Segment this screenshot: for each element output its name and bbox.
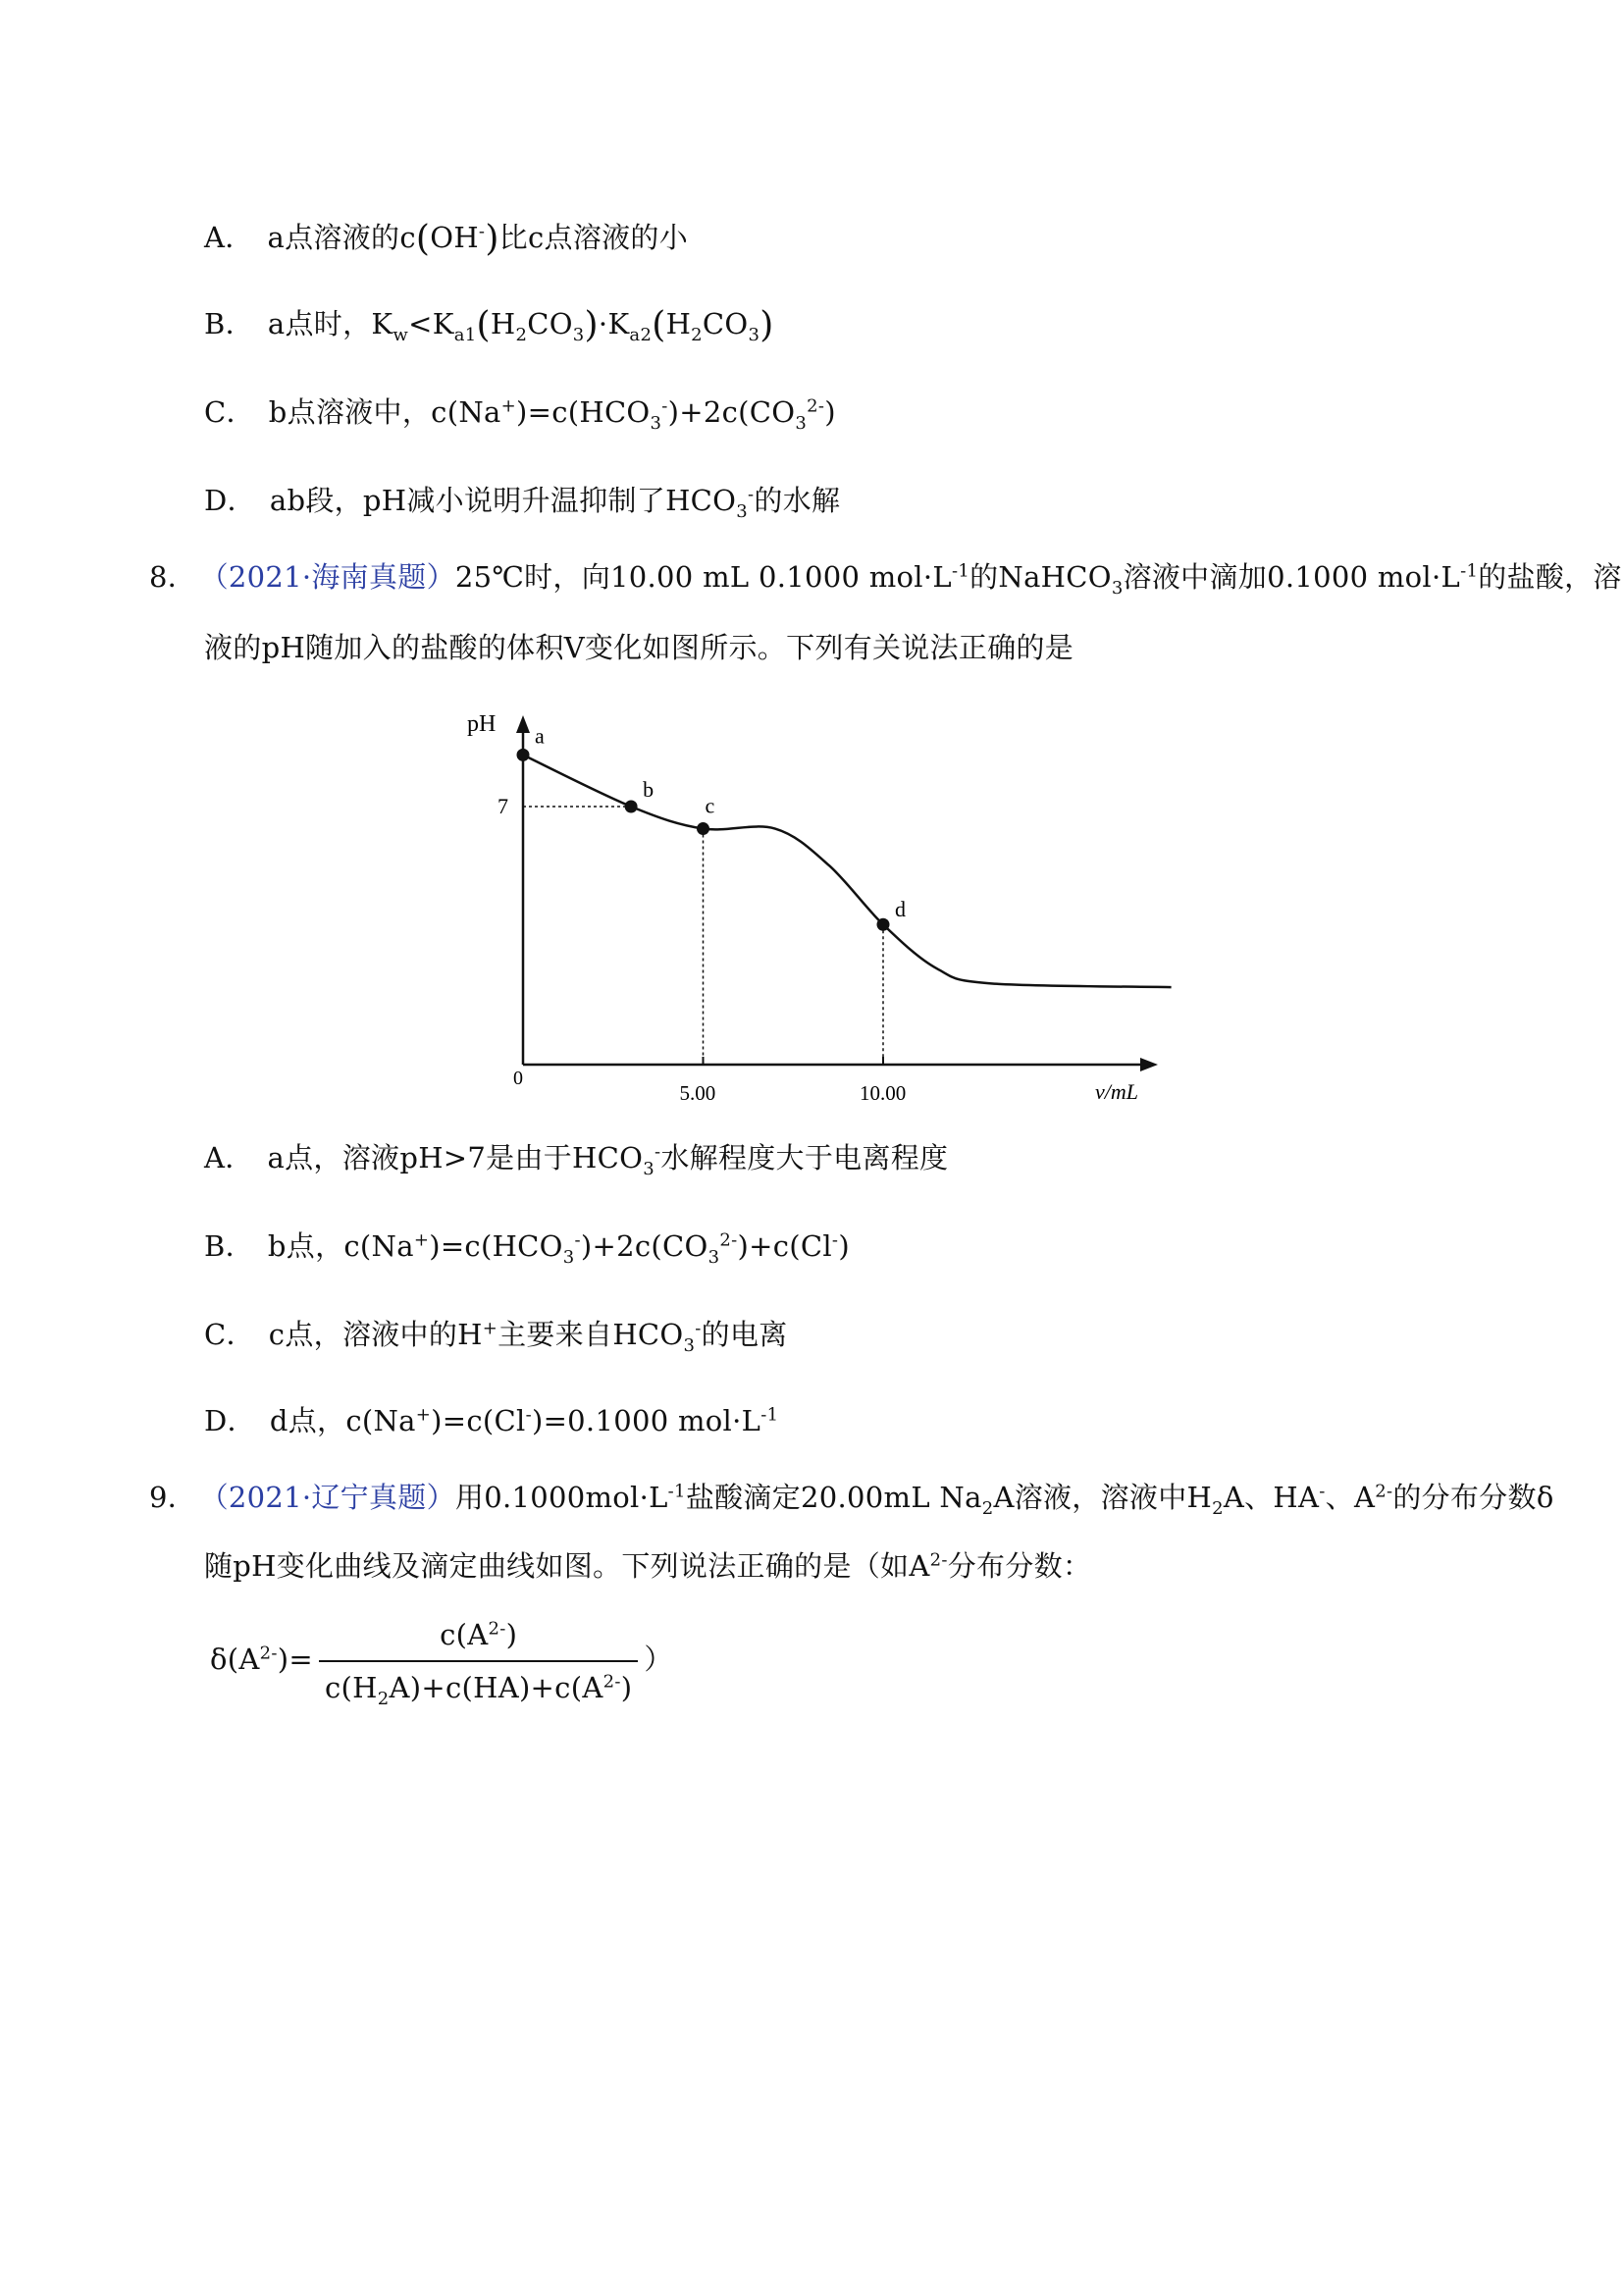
q8-stem-line1: 8． （2021·海南真题）25℃时，向10.00 mL 0.1000 $mol\cdot L^{-1}$的NaHCO$_3$溶液中滴加0.1000 $mol\cdot L^{-1}$的盐酸，溶 — [149, 560, 1622, 599]
point-c — [697, 822, 709, 835]
distribution-fraction: $\frac{c(A^{2-})}{c(H_2A)+c(HA)+c(A^{2-})}$ — [319, 1613, 638, 1709]
q7-option-b: B． a点时，$K_w<K_{a1}(H_2CO_3)\cdot K_{a2}(H_2CO_3)$ — [204, 305, 774, 345]
q7-option-c: C． b点溶液中，$c(Na^+)=c(HCO_3^-)+2c(CO_3^{2-})$ — [204, 395, 836, 434]
y-axis-arrow — [516, 715, 530, 733]
q8-option-d: D． d点，c(Na+)=c(Cl-)=0.1000 $mol\cdot L^{-1}$ — [204, 1404, 779, 1437]
q7-option-d: D． ab段，pH减小说明升温抑制了$HCO_3^-$的水解 — [204, 484, 841, 522]
x-tick-label-5.00: 5.00 — [679, 1081, 716, 1105]
origin-label: 0 — [513, 1068, 523, 1089]
x-axis-arrow — [1140, 1058, 1158, 1071]
point-label-a: a — [535, 723, 545, 749]
x-axis-label: v/mL — [1095, 1079, 1138, 1104]
q8-stem-line2: 液的pH随加入的盐酸的体积V变化如图所示。下列有关说法正确的是 — [204, 631, 1074, 664]
point-label-d: d — [895, 897, 906, 922]
y-tick-label-7: 7 — [497, 794, 508, 818]
point-b — [625, 801, 638, 813]
x-tick-label-10.00: 10.00 — [860, 1081, 907, 1105]
q8-option-b: B． b点，$c(Na^+)=c(HCO_3^-)+2c(CO_3^{2-})+c(Cl^-)$ — [204, 1229, 850, 1268]
point-a — [517, 749, 530, 761]
q9-formula: $\delta(A^{2-})=$ $\frac{c(A^{2-})}{c(H_2A)+c(HA)+c(A^{2-})}$ ） — [210, 1613, 673, 1709]
q8-option-a: A． a点，溶液pH>7是由于$HCO_3^-$水解程度大于电离程度 — [204, 1141, 949, 1179]
q8-option-c: C． c点，溶液中的H+主要来自$HCO_3^-$的电离 — [204, 1318, 788, 1356]
point-d — [877, 918, 890, 931]
q7-option-a: A． a点溶液的c(OH-)比c点溶液的小 — [204, 219, 689, 259]
point-label-c: c — [705, 793, 715, 818]
point-label-b: b — [643, 777, 654, 802]
y-axis-label: pH — [467, 711, 497, 737]
q9-stem-line2: 随pH变化曲线及滴定曲线如图。下列说法正确的是（如$A^{2-}$分布分数： — [204, 1549, 1092, 1583]
titration-curve — [523, 755, 1172, 987]
q9-stem-line1: 9． （2021·辽宁真题）用$0.1000mol\cdot L^{-1}$盐酸滴定20.00mL $Na_2A$溶液，溶液中$H_2A$、HA-、$A^{2-}$的分布分数δ — [149, 1481, 1554, 1519]
